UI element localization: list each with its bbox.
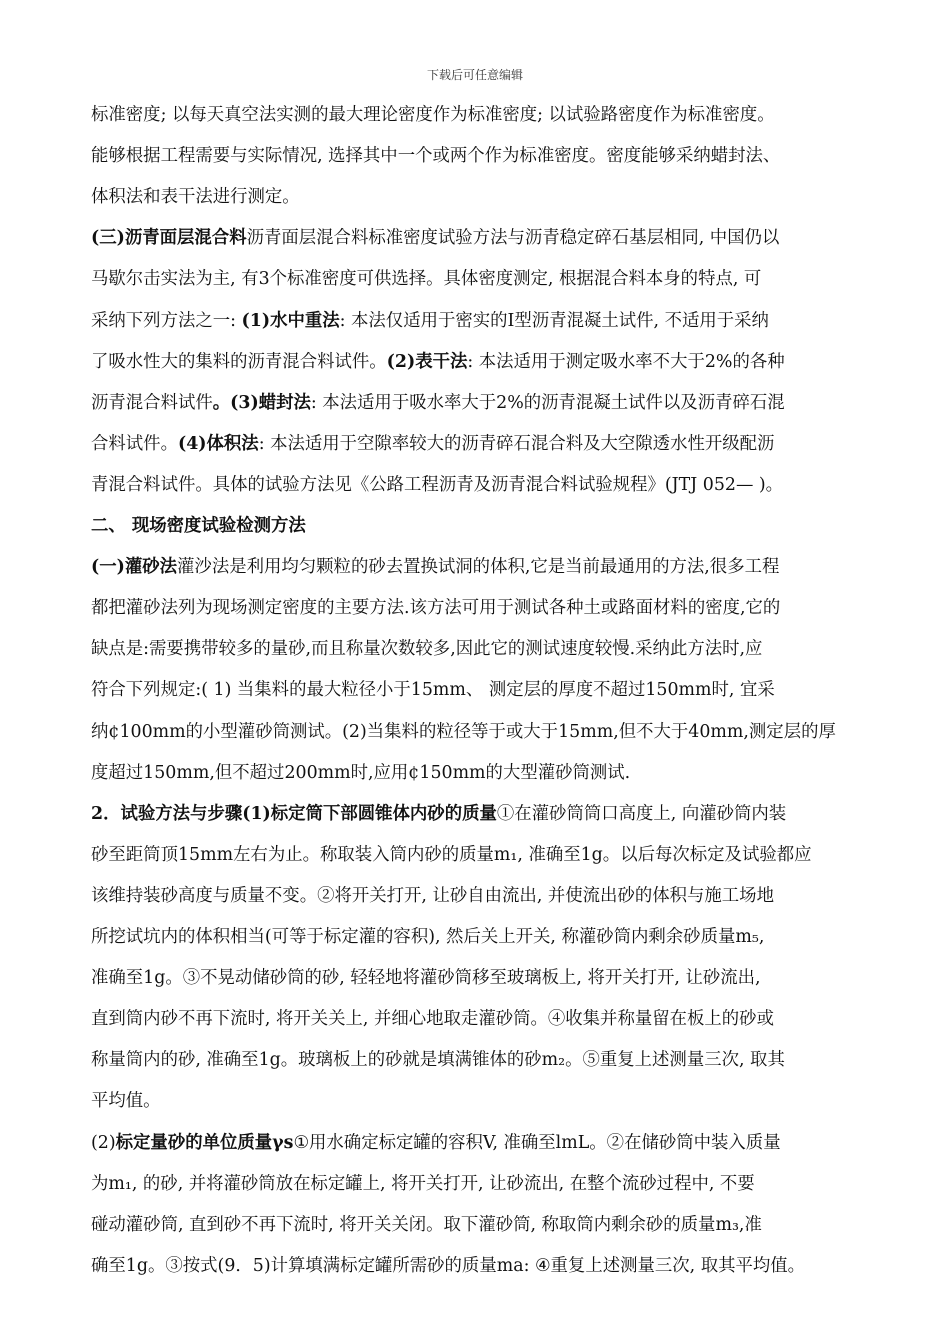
body-text: 确至1g。③按式(9．5)计算填满标定罐所需砂的质量ma: ④重复上述测量三次, 取其平均值。 (91, 1255, 806, 1276)
body-text: 马歇尔击实法为主, 有3个标准密度可供选择。具体密度测定, 根据混合料本身的特点, 可 (91, 269, 762, 290)
text-line (91, 226, 779, 250)
body-text: 该维持装砂高度与质量不变。②将开关打开, 让砂自由流出, 并使流出砂的体积与施工场地 (91, 885, 774, 906)
text-line (91, 432, 774, 456)
body-text: 缺点是:需要携带较多的量砂,而且称量次数较多,因此它的测试速度较慢.采纳此方法时,应 (91, 639, 763, 660)
text-line (91, 925, 764, 949)
body-text: 标准密度; 以每天真空法实测的最大理论密度作为标准密度; 以试验路密度作为标准密度。 (91, 105, 775, 125)
text-line (91, 1048, 785, 1072)
body-text: : 本法适用于吸水率大于2%的沥青混凝土试件以及沥青碎石混 (310, 392, 785, 413)
text-line (91, 555, 779, 579)
body-text: ①用水确定标定罐的容积V, 准确至lmL。②在储砂筒中装入质量 (293, 1132, 781, 1153)
text-line (91, 966, 761, 990)
body-text: 所挖试坑内的体积相当(可等于标定灌的容积), 然后关上开关, 称灌砂筒内剩余砂质量m₅, (91, 927, 765, 947)
body-text: 采纳下列方法之一: (91, 310, 242, 331)
body-text: : 本法适用于空隙率较大的沥青碎石混合料及大空隙透水性开级配沥 (258, 433, 775, 454)
body-text: 为m₁, 的砂, 并将灌砂筒放在标定罐上, 将开关打开, 让砂流出, 在整个流砂过程中, 不要 (91, 1173, 755, 1194)
text-line (91, 843, 812, 867)
body-text: 合料试件。 (91, 433, 178, 454)
text-line (91, 678, 775, 702)
bold-heading-text: (4)体积法 (177, 433, 259, 454)
body-text: 符合下列规定:( 1) 当集料的最大粒径小于15mm、 测定层的厚度不超过150mm时, 宜采 (91, 680, 775, 701)
text-line (91, 884, 774, 908)
text-line (91, 1007, 774, 1031)
text-line (91, 761, 630, 785)
bold-heading-text: (三)沥青面层混合料 (91, 228, 247, 249)
text-line (91, 637, 762, 661)
text-line (91, 802, 786, 826)
text-line (91, 391, 785, 415)
body-text: 砂至距筒顶15mm左右为止。称取装入筒内砂的质量m₁, 准确至1g。以后每次标定及试验都应 (91, 844, 812, 865)
bold-heading-text: (1)水中重法 (241, 310, 340, 331)
body-text: (2) (91, 1132, 116, 1153)
body-text: 沥青面层混合料标准密度试验方法与沥青稳定碎石基层相同, 中国仍以 (246, 228, 780, 249)
text-line (91, 1131, 781, 1155)
body-text: 平均值。 (91, 1091, 161, 1112)
bold-heading-text: 。(3)蜡封法 (212, 392, 311, 413)
body-text: : 本法仅适用于密实的I型沥青混凝土试件, 不适用于采纳 (339, 310, 769, 331)
body-text: : 本法适用于测定吸水率不大于2%的各种 (467, 351, 785, 372)
body-text: 了吸水性大的集料的沥青混合料试件。 (91, 351, 387, 372)
bold-heading-text: 二、 现场密度试验检测方法 (91, 516, 306, 536)
text-line (91, 350, 785, 374)
text-line (91, 473, 783, 497)
body-text: 体积法和表干法进行测定。 (91, 187, 300, 208)
body-text: 直到筒内砂不再下流时, 将开关关上, 并细心地取走灌砂筒。④收集并称量留在板上的砂或 (91, 1009, 774, 1030)
bold-heading-text: 2．试验方法与步骤(1)标定筒下部圆锥体内砂的质量 (91, 803, 497, 824)
text-line (91, 514, 306, 538)
body-text: 准确至1g。③不晃动储砂筒的砂, 轻轻地将灌砂筒移至玻璃板上, 将开关打开, 让砂流出, (91, 968, 761, 989)
body-text: 度超过150mm,但不超过200mm时,应用¢150mm的大型灌砂筒测试. (91, 762, 631, 783)
text-line (91, 1172, 755, 1196)
body-text: 称量筒内的砂, 准确至1g。玻璃板上的砂就是填满锥体的砂m₂。⑤重复上述测量三次, 取其 (91, 1050, 785, 1071)
page-header: 下载后可任意编辑 (426, 68, 523, 82)
text-line (91, 309, 769, 333)
body-text: 都把灌砂法列为现场测定密度的主要方法.该方法可用于测试各种土或路面材料的密度,它的 (91, 598, 781, 619)
text-line (91, 1089, 161, 1113)
body-text: ①在灌砂筒筒口高度上, 向灌砂筒内装 (496, 803, 787, 824)
bold-heading-text: 标定量砂的单位质量γs (115, 1132, 294, 1153)
text-line (91, 185, 300, 209)
body-text: 能够根据工程需要与实际情况, 选择其中一个或两个作为标准密度。密度能够采纳蜡封法、 (91, 146, 781, 167)
text-line (91, 1213, 762, 1237)
body-text: 纳¢100mm的小型灌砂筒测试。(2)当集料的粒径等于或大于15mm,但不大于40mm,测定层的厚 (91, 721, 836, 742)
body-text: 灌沙法是利用均匀颗粒的砂去置换试洞的体积,它是当前最通用的方法,很多工程 (177, 557, 780, 578)
text-line (91, 144, 780, 168)
text-line (91, 596, 780, 620)
text-line (91, 1254, 805, 1278)
bold-heading-text: (2)表干法 (386, 351, 468, 372)
body-text: 青混合料试件。具体的试验方法见《公路工程沥青及沥青混合料试验规程》(JTJ 052— )。 (91, 474, 784, 495)
text-line (91, 720, 836, 744)
body-text: 沥青混合料试件 (91, 392, 213, 413)
body-text: 碰动灌砂筒, 直到砂不再下流时, 将开关关闭。取下灌砂筒, 称取筒内剩余砂的质量m₃,准 (91, 1214, 762, 1235)
bold-heading-text: (一)灌砂法 (91, 557, 178, 578)
text-line (91, 267, 761, 291)
text-line (91, 103, 775, 127)
